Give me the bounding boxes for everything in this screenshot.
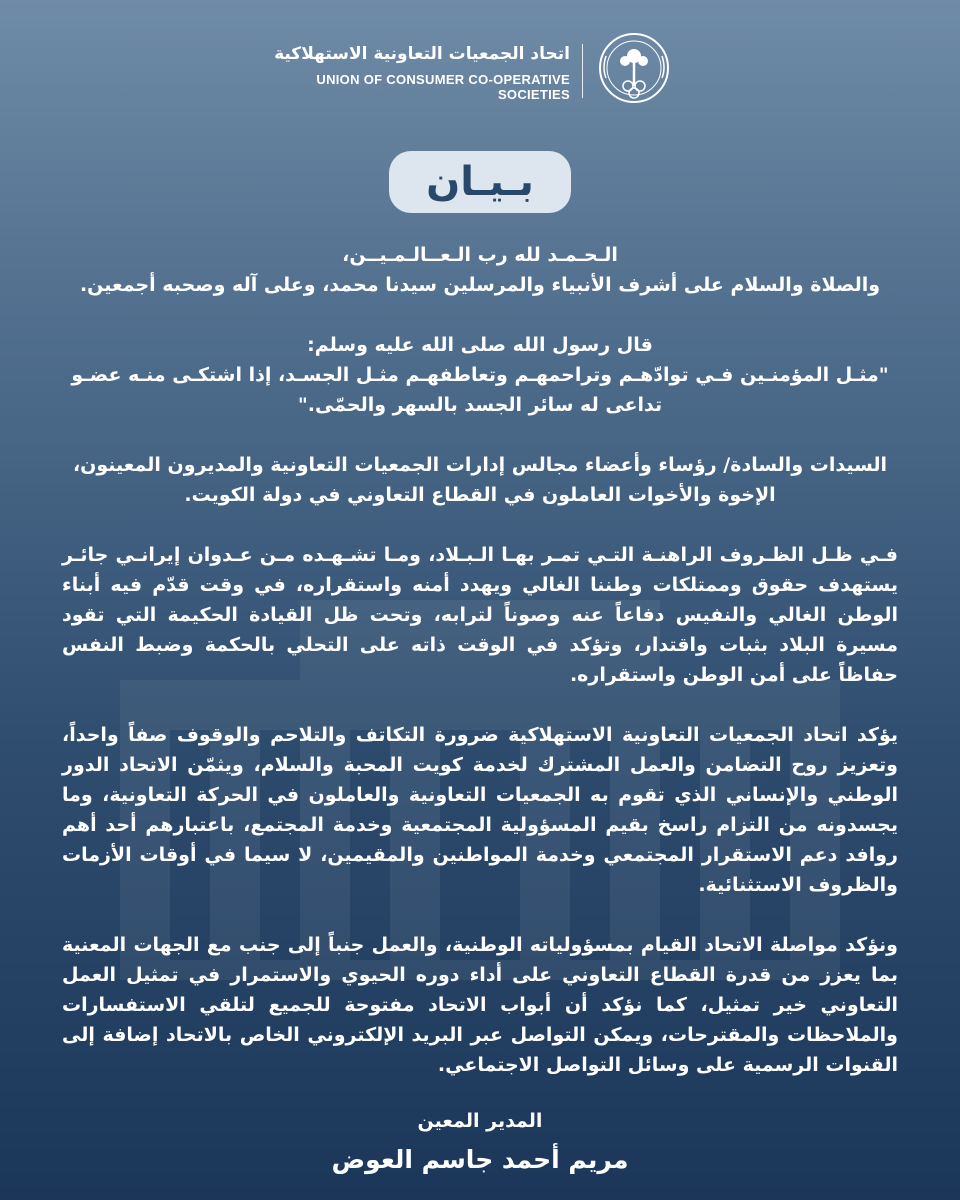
statement-body (62, 240, 898, 1178)
cooperative-tree-emblem-icon (592, 28, 676, 112)
org-name-english: UNION OF CONSUMER CO-OPERATIVE SOCIETIES (316, 72, 570, 102)
hadith-intro: قال رسول الله صلى الله عليه وسلم: (307, 334, 653, 356)
signer-title: المدير المعين (417, 1110, 543, 1132)
hadith-text: "مثـل المؤمنـين فـي توادّهـم وتراحمهـم وتعاطفهـم مثـل الجسـد، إذا اشتكـى منـه عضـو تداعى له سائر الجسد بالسهر والحمّى." (71, 364, 889, 416)
paragraph-2: يؤكد اتحاد الجمعيات التعاونية الاستهلاكية ضرورة التكاتف والتلاحم والوقوف صفاً واحداً، وتعزيز روح التضامن والعمل المشترك لخدمة كويت المحبة والسلام، ويثمّن الاتحاد الدور الوطني والإنساني الذي تقوم به الجمعيات التعاونية والعاملون في الحركة التعاونية، وما يجسدونه من التزام راسخ بقيم المسؤولية المجتمعية وخدمة المجتمع، باعتبارهم أحد أهم روافد دعم الاستقرار المجتمعي وخدمة المواطنين والمقيمين، لا سيما في أوقات الأزمات والظروف الاستثنائية. (62, 724, 898, 896)
header-divider (582, 44, 583, 98)
address-line-2: الإخوة والأخوات العاملون في القطاع التعاوني في دولة الكويت. (184, 484, 776, 506)
address-line-1: السيدات والسادة/ رؤساء وأعضاء مجالس إدارات الجمعيات التعاونية والمديرون المعينون، (72, 454, 888, 476)
paragraph-3: ونؤكد مواصلة الاتحاد القيام بمسؤولياته الوطنية، والعمل جنباً إلى جنب مع الجهات المعنية بما يعزز من قدرة القطاع التعاوني على أداء دوره الحيوي والاستمرار في تمثيل العمل التعاوني خير تمثيل، كما نؤكد أن أبواب الاتحاد مفتوحة للجميع لتلقي الاستفسارات والملاحظات والمقترحات، ويمكن التواصل عبر البريد الإلكتروني الخاص بالاتحاد إضافة إلى القنوات الرسمية على وسائل التواصل الاجتماعي. (62, 934, 898, 1076)
header (0, 26, 960, 116)
signer-name: مريم أحمد جاسم العوض (331, 1145, 629, 1174)
page-title: بـيـان (389, 151, 571, 213)
opening-line-2: والصلاة والسلام على أشرف الأنبياء والمرسلين سيدنا محمد، وعلى آله وصحبه أجمعين. (79, 274, 881, 296)
paragraph-1: فـي ظـل الظـروف الراهنـة التـي تمـر بهـا الـبـلاد، ومـا تشـهـده مـن عـدوان إيرانـي جائـر يستهدف حقوق وممتلكات وطننا الغالي ويهدد أمنه واستقراره، في وقت قدّم فيه أبناء الوطن الغالي والنفيس دفاعاً عنه وصوناً لترابه، وتحت ظل القيادة الحكيمة التي تقود مسيرة البلاد بثبات واقتدار، وتؤكد في الوقت ذاته على التحلي بالحكمة وضبط النفس حفاظاً على أمن الوطن واستقراره. (62, 544, 898, 686)
org-name-arabic: اتحاد الجمعيات التعاونية الاستهلاكية (274, 44, 570, 64)
opening-line-1: الـحـمـد لله رب الـعــالـمـيــن، (342, 244, 618, 266)
